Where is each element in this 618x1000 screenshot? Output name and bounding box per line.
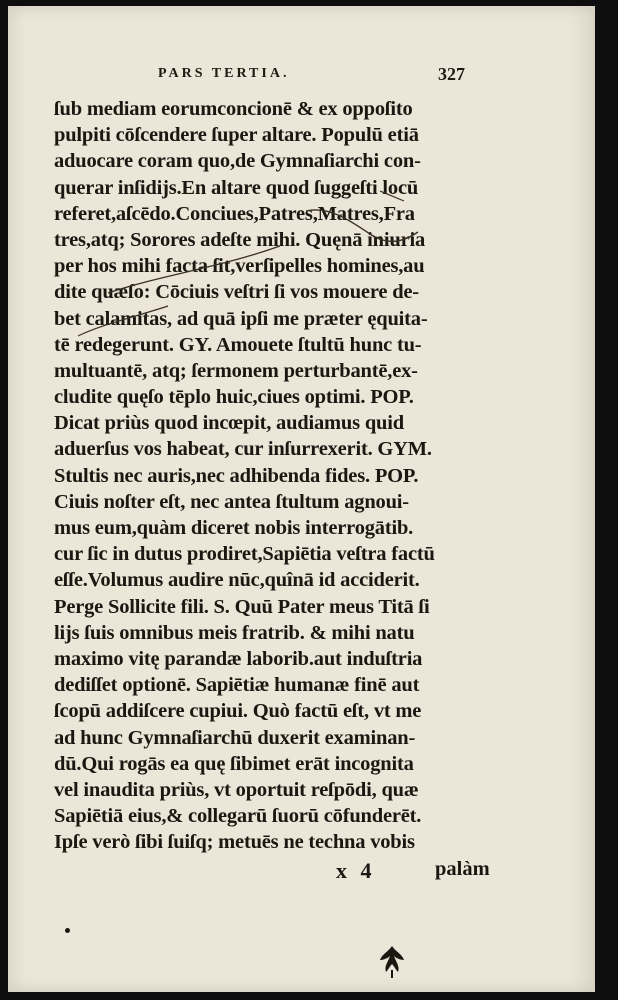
text-line: cur ſic in dutus prodiret,Sapiētia veſtra factū xyxy=(54,543,435,566)
text-line: dediſſet optionē. Sapiētiæ humanæ finē aut xyxy=(54,674,420,697)
text-line: cludite quęſo tēplo huic,ciues optimi. POP. xyxy=(54,386,414,409)
text-line: dū.Qui rogās ea quę ſibimet erāt incognita xyxy=(54,752,414,775)
text-line: pulpiti cōſcendere ſuper altare. Populū etiā xyxy=(54,124,419,147)
text-line: bet calamitas, ad quā ipſi me præter ęquita- xyxy=(54,307,428,330)
text-line: Perge Sollicite fili. S. Quū Pater meus Titā ſi xyxy=(54,595,430,618)
text-line: ad hunc Gymnaſiarchū duxerit examinan- xyxy=(54,726,416,749)
ink-spot xyxy=(65,928,70,933)
catchword: palàm xyxy=(435,858,490,880)
text-line: ſcopū addiſcere cupiui. Quò factū eſt, vt me xyxy=(54,700,422,723)
text-line: tē redegerunt. GY. Amouete ſtultū hunc tu- xyxy=(54,333,422,356)
page-header xyxy=(8,64,594,88)
text-line: vel inaudita priùs, vt oportuit reſpōdi, quæ xyxy=(54,778,419,801)
text-line: tres,atq; Sorores adeſte mihi. Quęnā iniuria xyxy=(54,228,426,251)
text-line: mus eum,quàm diceret nobis interrogātib. xyxy=(54,517,414,539)
body-text xyxy=(54,96,549,855)
page-number: 327 xyxy=(438,64,465,84)
text-line: dite quæſo: Cōciuis veſtri ſi vos mouere de- xyxy=(54,281,419,304)
text-line: aduocare coram quo,de Gymnaſiarchi con- xyxy=(54,150,421,173)
text-line: maximo vitę parandæ laborib.aut induſtria xyxy=(54,647,423,670)
running-head: PARS TERTIA. xyxy=(158,66,290,81)
text-line: Stultis nec auris,nec adhibenda fides. POP. xyxy=(54,464,419,487)
text-line: referet,aſcēdo.Conciues,Patres,Matres,Fra xyxy=(54,202,415,225)
book-page xyxy=(8,6,595,992)
signature-mark: x 4 xyxy=(336,858,376,883)
fleuron-ornament xyxy=(376,944,408,980)
text-line: Sapiētiā eius,& collegarū ſuorū cōfunderēt. xyxy=(54,805,422,828)
text-line: aduerſus vos habeat, cur inſurrexerit. GYM. xyxy=(54,438,432,461)
text-line: Ciuis noſter eſt, nec antea ſtultum agnoui- xyxy=(54,490,409,513)
text-line: lijs ſuis omnibus meis fratrib. & mihi natu xyxy=(54,621,415,644)
text-line: per hos mihi facta ſit,verſipelles homines,au xyxy=(54,255,425,278)
text-line: multuantē, atq; ſermonem perturbantē,ex- xyxy=(54,359,418,382)
page-footer xyxy=(8,858,594,888)
text-line: eſſe.Volumus audire nūc,quînā id acciderit. xyxy=(54,569,420,592)
text-line: querar inſidijs.En altare quod ſuggeſti locū xyxy=(54,176,419,199)
text-line: Ipſe verò ſibi ſuiſq; metuēs ne techna vobis xyxy=(54,831,415,854)
text-line: ſub mediam eorumconcionē & ex oppoſito xyxy=(54,98,413,120)
text-line: Dicat priùs quod incœpit, audiamus quid xyxy=(54,412,404,435)
